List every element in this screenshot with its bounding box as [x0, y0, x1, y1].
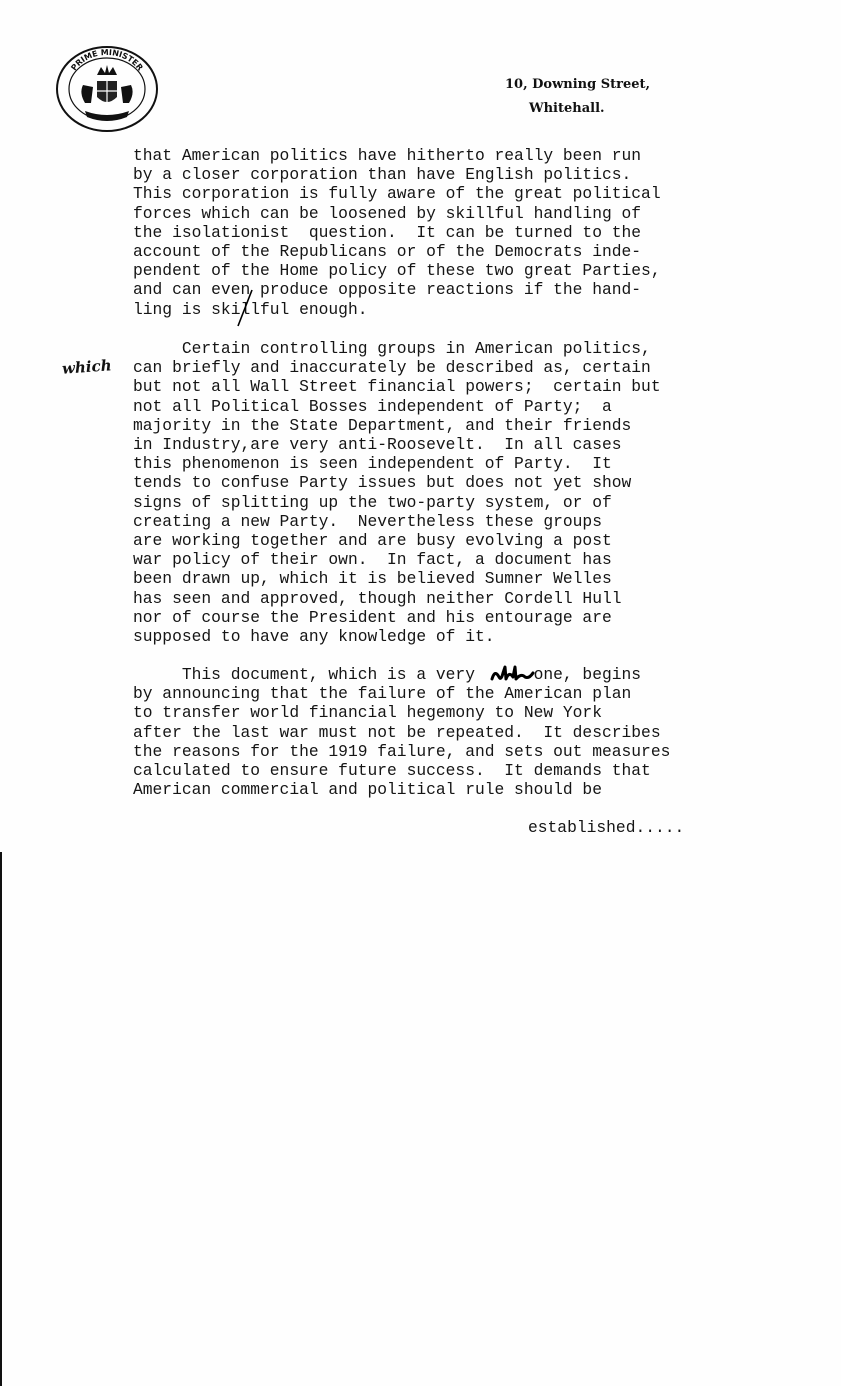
text-line: this phenomenon is seen independent of Party. It — [133, 454, 612, 474]
text-line: after the last war must not be repeated. It describes — [133, 722, 661, 742]
text-line: creating a new Party. Nevertheless these groups — [133, 511, 602, 531]
text-line: and can even produce opposite reactions if the hand- — [133, 280, 642, 300]
closing-catchword: established..... — [528, 818, 685, 837]
text-line: the reasons for the 1919 failure, and sets out measures — [133, 741, 671, 761]
text-line: supposed to have any knowledge of it. — [133, 627, 495, 647]
paragraph-3 — [133, 665, 670, 799]
text-line: not all Political Bosses independent of Party; a — [133, 396, 612, 416]
text-line: calculated to ensure future success. It demands that — [133, 761, 651, 781]
text-line: This document, which is a very one, begins — [133, 665, 642, 684]
letterhead-address — [505, 73, 650, 121]
left-edge-rule — [0, 852, 2, 1386]
text-line: in Industry,are very anti-Roosevelt. In all cases — [133, 435, 622, 455]
handwritten-stroke-icon — [230, 288, 260, 328]
text-line: to transfer world financial hegemony to New York — [133, 703, 602, 723]
text-line: tends to confuse Party issues but does not yet show — [133, 473, 632, 493]
text-line: has seen and approved, though neither Cordell Hull — [133, 588, 622, 608]
text-line: ling is skillful enough. — [133, 299, 368, 319]
text-line: by announcing that the failure of the American plan — [133, 684, 632, 704]
text-line: signs of splitting up the two-party system, or of — [133, 492, 612, 512]
paragraph-1 — [133, 146, 661, 319]
text-line: by a closer corporation than have English politics. — [133, 165, 632, 185]
text-line: nor of course the President and his entourage are — [133, 607, 612, 627]
address-line-1: 10, Downing Street, — [505, 77, 651, 92]
paragraph-2 — [133, 339, 661, 646]
text-line: can briefly and inaccurately be described as, certain — [133, 358, 651, 378]
text-line: but not all Wall Street financial powers; certain but — [133, 377, 661, 397]
text-line: Certain controlling groups in American politics, — [133, 339, 651, 358]
prime-minister-seal-icon — [55, 45, 160, 133]
text-line: forces which can be loosened by skillful handling of — [133, 203, 642, 223]
text-line: are working together and are busy evolving a post — [133, 531, 612, 551]
handwritten-able-icon — [489, 665, 535, 683]
text-line: that American politics have hitherto really been run — [133, 146, 642, 165]
text-line: pendent of the Home policy of these two great Parties, — [133, 261, 661, 281]
seal-text: PRIME MINISTER — [69, 47, 145, 73]
handwritten-margin-note: which — [61, 356, 113, 378]
text-line: American commercial and political rule should be — [133, 780, 602, 800]
text-line: account of the Republicans or of the Democrats inde- — [133, 242, 642, 262]
text-line: the isolationist question. It can be turned to the — [133, 222, 642, 242]
address-line-2: Whitehall. — [529, 101, 605, 116]
text-line: war policy of their own. In fact, a document has — [133, 550, 612, 570]
text-line: majority in the State Department, and their friends — [133, 415, 632, 435]
text-line: This corporation is fully aware of the great political — [133, 184, 661, 204]
text-line: been drawn up, which it is believed Sumner Welles — [133, 569, 612, 589]
